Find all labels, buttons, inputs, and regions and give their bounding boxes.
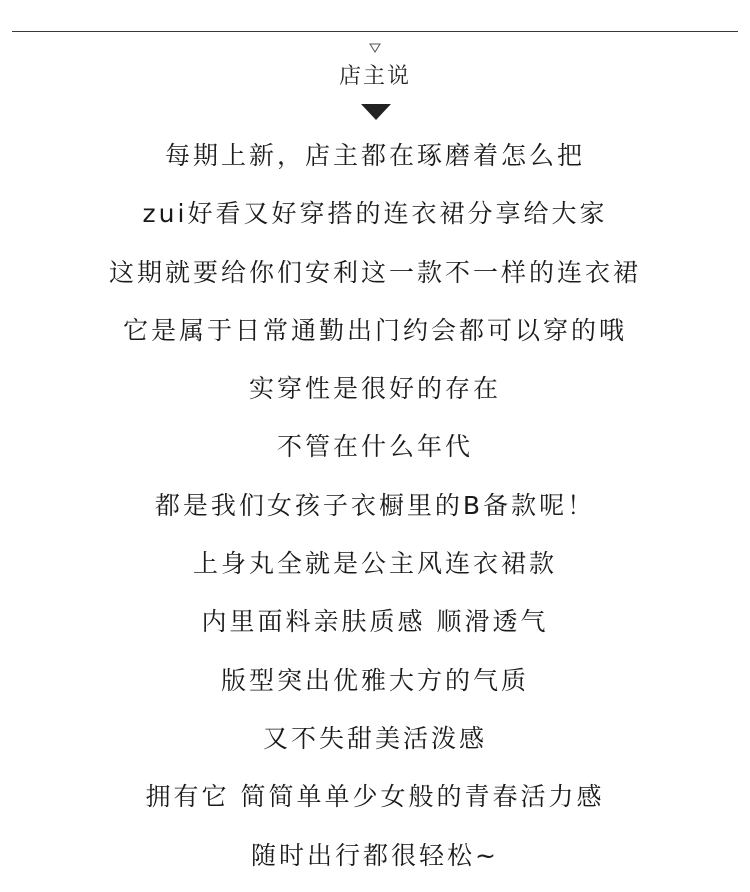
top-divider: [12, 31, 738, 32]
text-line: 内里面料亲肤质感 顺滑透气: [201, 607, 549, 637]
text-line: 它是属于日常通勤出门约会都可以穿的哦: [122, 315, 627, 345]
text-line: 又不失甜美活泼感: [262, 723, 487, 753]
text-line: 实穿性是很好的存在: [248, 374, 501, 404]
description-text: [0, 134, 750, 892]
text-line: zui好看又好穿搭的连衣裙分享给大家: [142, 199, 608, 229]
text-line: 随时出行都很轻松~: [251, 840, 499, 870]
triangle-down-icon: [361, 104, 391, 120]
text-line: 不管在什么年代: [276, 432, 473, 462]
text-line: 每期上新，店主都在琢磨着怎么把: [164, 141, 585, 170]
small-triangle-down-icon: [369, 43, 381, 53]
text-line: 上身丸全就是公主风连衣裙款: [192, 549, 557, 579]
text-line: 都是我们女孩子衣橱里的B备款呢！: [154, 490, 596, 520]
text-line: 这期就要给你们安利这一款不一样的连衣裙: [108, 257, 641, 287]
section-heading: 店主说: [338, 64, 411, 89]
text-line: 拥有它 简简单单少女般的青春活力感: [145, 782, 605, 812]
text-line: 版型突出优雅大方的气质: [220, 665, 529, 695]
